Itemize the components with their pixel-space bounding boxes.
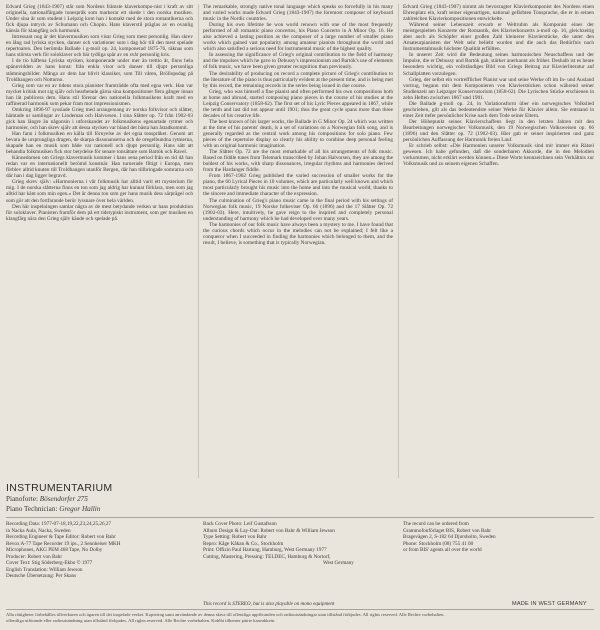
german-text-column (403, 4, 594, 480)
german-paragraph: In unserer Zeit wird die Bedeutung seines harmonischen Neuschaffens und der Impulse, die er Debussy und Bartók gab, stärker anerkannt als früher. Deshalb ist es heute besonders wichtig, ein vollständiges Bild von Griegs Beitrag zur Klavierliteratur auf Schallplatten vorzulegen. (403, 52, 594, 77)
english-paragraph: Grieg, who was himself a fine pianist and often performed his own compositions both at home and abroad, started composing piano pieces in the course of his studies at the Leipzig Conservatory (1858-62). The first set of his Lyric Pieces appeared in 1867, while the tenth and last did not appear until 1901; thus the great cycle spans more than three decades of his creative life. (203, 88, 393, 119)
english-paragraph: The desirability of producing on record a complete picture of Grieg's contribution to the literature of the piano is thus particularly evident at the present time, and is being met by this record, the remaining records in the series being issued in due course. (203, 70, 393, 89)
credit-line: Album Design & Lay-Out: Robert von Bahr & William Jewson (203, 527, 335, 534)
credit-line: Deutsche Übersetzung: Per Skans (6, 573, 77, 580)
swedish-paragraph: Omkring 1896-97 sysslade Grieg med arrangemang av norska folkvisor och slåtter, hämtade ur samlingar av Lindeman och Halvorsen. I sina Slåtter op. 72 från 1902-03 gick han längre än någonsin i utforskandet av folkmusikens egenartade rytmer och harmonier, och han skrev själv att dessa stycken var bland det bästa han åstadkommit. (6, 106, 193, 131)
production-credits (203, 521, 388, 567)
stereo-note: This record is STEREO, but is also playable on mono equipment (203, 601, 335, 607)
credit-line: in Nacka Aula, Nacka, Sweden (6, 527, 71, 534)
credit-line: Bragevägen 2, S-182 64 Djursholm, Sweden (403, 534, 496, 541)
german-paragraph: Der Höhepunkt seines Klavierschaffens liegt in den letzten Jahren mit den Bearbeitungen norwegischer Volksmusik, den 19 Norwegischen Volksweisen op. 66 (1896) und den Slåtter op. 72 (1902-03). Hier gab er seiner inspirierten und ganz persönlichen Auffassung der Harmonik freien Lauf. (403, 118, 594, 144)
english-paragraph: The best known of his larger works, the Ballade in G Minor Op. 24 which was written at the time of his parents' death, is a set of variations on a Norwegian folk song, and is generally regarded as the central work among his compositions for solo piano. Few pieces of the repertoire display so clearly his ability to combine deep personal feeling with an original harmonic imagination. (203, 118, 393, 150)
piano-technician-line (6, 505, 186, 513)
english-paragraph: From 1867-1902 Grieg published the varied succession of smaller works for the piano, the 66 Lyrical Pieces in 10 volumes, which are particularly well known and which most particularly brought his music into the home and into the musical world, thanks to the sincere and immediate character of the expression. (203, 173, 393, 198)
credit-line: Back Cover Photo: Leif Gustafsson (203, 521, 277, 527)
credit-line: Type Setting: Robert von Bahr (203, 534, 267, 541)
credit-line: Grammofonförlaget BIS, Robert von Bahr (403, 527, 492, 534)
credits-divider (6, 517, 594, 518)
credit-line: Recording Engineer & Tape Editor: Robert von Bahr (6, 534, 116, 541)
pianoforte-value: Bösendorfer 275 (39, 495, 88, 503)
credit-line: Revox A-77 Tape Recorder 19 ips., 2 Sennheiser MKH (6, 540, 121, 547)
german-paragraph: Edvard Grieg (1843-1907) nimmt als bevorzugter Klavierkomponist des Nordens einen Ehrenplatz ein, kraft seiner eigenartigen, national gefärbten Tonsprache, die er in seinen zahlreichen Klavierkompositionen entwickelte. (403, 4, 594, 23)
credit-line: Recording Data: 1977-07-18,19,22,23,24,25,26,27 (6, 521, 112, 527)
pianoforte-line (6, 495, 186, 503)
piano-technician-label: Piano Technician: (6, 505, 58, 513)
swedish-paragraph: Kännedomen om Griegs klavermusik kommer i hans sena period från en tid då han redan var en internationellt berömd konstnär. Han turnerade flitigt i Europa, men förblev alltid knuten till Troldhaugen utanför Bergen, där han tillbringade somrarna och där han i dag ligger begravd. (6, 155, 193, 180)
german-paragraph: Während seiner Lebenszeit erwarb er Weltruhm als Komponist eines der meistgespielten Konzerte der Romantik, des Klavierkonzerts a-moll op. 16, gleichzeitig aber auch als Schöpfer einer großen Zahl kleinerer Klavierstücke, die unter den Amateurpianisten der Welt sehr beliebt wurden und die auch das Bedürfnis nach Instrumentalmusik höchster Qualität erfüllten. (403, 22, 594, 53)
instrumentarium-heading: INSTRUMENTARIUM (6, 482, 113, 494)
swedish-paragraph: Den här inspelningen samlar några av de mest betydande verken ur hans produktion för soloklaver. Pianisten framför dem på ett tidstypiskt instrument, som ger musiken en klangfärg nära den Grieg själv kände och spelade på. (6, 203, 193, 222)
rights-line: offentliga utförande eller radioutsändning utan tillstånd förbjudes. All rights reserved. Alle Rechte vorbehalten. Kohlhi tilhenter päirte kaavakkein. (6, 617, 276, 623)
german-paragraph: Grieg, der selbst ein vortrefflicher Pianist war und seine Werke oft im In- und Ausland vortrug, begann mit dem Komponieren von Klavierstücken schon während seiner Studienzeit am Leipziger Konservatorium (1858-62). Die Lyrischen Stücke erschienen in zehn Heften zwischen 1867 und 1901. (403, 76, 594, 101)
ordering-info (403, 521, 588, 554)
english-paragraph: During his own lifetime he won world renown with one of the most frequently performed of all romantic piano concertos, his Piano Concerto in A Minor Op. 16. He also achieved a lasting position as the composer of a large number of smaller piano works which gained vast popularity among amateur pianists throughout the world and which also satisfied a serious need for instrumental music of the highest quality. (203, 22, 393, 53)
english-text-column (203, 4, 393, 480)
swedish-paragraph: Intressant nog är det klavermusiken som visar Grieg som mest personlig. Han skrev en lång rad lyriska stycken, danser och variationer som i dag hör till den mest spelade repertoaren. Den berömda Ballade i g-moll op. 24, komponerad 1875-76, räknas som hans största verk för soloklaver och bär tydliga spår av en svår personlig kris. (6, 34, 193, 59)
swedish-paragraph: I de tio häftena Lyriska stycken, komponerade under mer än trettio år, finns hela spännvidden av hans konst: från enkla visor och danser till djupt personliga stämningsbilder. Många av dem har blivit klassiker, som Till våren, Bröllopsdag på Troldhaugen och Notturno. (6, 58, 193, 83)
credit-line: or from BIS' agents all over the world (403, 547, 482, 554)
swedish-paragraph: Edvard Grieg (1843-1907) står som Nordens främste klaverkompo-nist i kraft av sitt originella, nationalfärgade tonespråk som markerar ett skede i den norska musiken. Under sina år som student i Leipzig kom han i kontakt med de stora romantikerna och fick djupa intryck av Schumann och Chopin. Hans klaverstil präglas av en ovanlig känsla för klangfärg och harmonik. (6, 4, 193, 35)
credit-line: Repro: Kåge Kåkan & Co., Stockholm (203, 540, 284, 547)
german-paragraph: Die Ballade g-moll op. 24, in Variationsform über ein norwegisches Volkslied geschrieben, gilt als das bedeutendste seiner Werke für Klavier allein. Sie entstand in einer Zeit tiefer persönlicher Krise nach dem Tode seiner Eltern. (403, 100, 594, 119)
credit-line: West Germany (323, 560, 354, 567)
swedish-paragraph: Grieg som var en av tidens stora pianister framträdde ofta med egna verk. Han var mycket kritisk mot sig själv och bearbetade gärna sina kompositioner flera gånger innan han lät publicera dem. Hans stil förenar den nationella folkmusikens kraft med en raffinerad harmonik som pekar fram mot impressionismen. (6, 82, 193, 107)
credit-line: Producer: Robert von Bahr (6, 553, 63, 560)
rights-line: Alla rättigheter förbehålles tillverkaren och ägaren till det inspelade verket. Kopiering samt användande av denna skiva till offentliga uppföranden och radioutsändningar utan tillstånd förbjudes. All rights reserved. Alle Rechte vorbehalten. (6, 612, 445, 617)
credit-line: Cutting, Mastering, Pressing: TELDEC, Hamburg & Nortorf, (203, 553, 331, 560)
credit-line: The record can be ordered from (403, 521, 469, 527)
english-paragraph: The culmination of Grieg's piano music came in the final period with his settings of Norwegian folk music, 19 Norske folkeviser Op. 66 (1896) and the 17 Slåtter Op. 72 (1902-03). Here, intuitively, he gave reign to the inspired and completely personal understanding of harmony which he had developed over many years. (203, 197, 393, 222)
swedish-paragraph: Han fann i folkmusiken en källa till förnyelse av det egna tonspråket. Genom att bevara de ursprungliga dragen, de skarpa dissonanserna och de oregelbundna rytmerna, skapade han en musik som både var nationell och djupt personlig. Hans sätt att behandla folkmusiken fick stor betydelse för senare tonsättare som Bartók och Ravel. (6, 130, 193, 156)
column-divider (398, 4, 399, 478)
rights-notice (6, 612, 594, 623)
english-paragraph: The Slåtter Op. 72 are the most remarkable of all his arrangements of folk music. Based on fiddle tunes from Telemark transcribed by Johan Halvorsen, they are among the boldest of his works, with sharp dissonances, irregular rhythms and harmonies derived from the Hardanger fiddle. (203, 149, 393, 174)
credit-line: Cover Text: Stig Söderberg-Ekbo © 1977 (6, 560, 93, 567)
english-paragraph: The remarkable, strongly native tonal language which speaks so forcefully in his many and varied works made Edvard Grieg (1843-1907) the foremost composer of keyboard music in the Nordic countries. (203, 4, 393, 23)
credit-line: Microphones, AKG PEM 468 Tape, No Dolby (6, 547, 103, 554)
recording-credits (6, 521, 191, 580)
swedish-paragraph: Grieg skrev själv: »Harmonierna i vår folkmusik har alltid varit ett mysterium för mig. I de norska slåtterna finns en ton som jag aldrig har kunnat förklara, men som jag alltid har känt som min egen.« Det är denna ton som ger hans musik dess särprägel och som gör att den fortfarande berör lyssnare över hela världen. (6, 179, 193, 204)
credit-line: Print: Offizin Paul Hartung, Hamburg, West Germany 1977 (203, 547, 327, 554)
footer-divider (6, 609, 594, 610)
column-divider (198, 4, 199, 478)
swedish-text-column (6, 4, 193, 480)
piano-technician-value: Gregor Hallin (59, 505, 101, 513)
english-paragraph: The harmonies of our folk music have always been a mystery to me. I have found that the curious chords which occur in the melodies can not be explained; I felt like a conqueror when I succeeded in finding the harmonies which belonged to them, and the result, I believe, is something that is typically Norwegian. (203, 221, 393, 246)
english-paragraph: In assessing the significance of Grieg's original contribution to the field of harmony and the impulses which he gave to Debussy's impressionism and Bartók's use of elements of folk music, we have been given greater recognition than previously. (203, 52, 393, 71)
made-in-label: MADE IN WEST GERMANY (512, 601, 587, 607)
german-paragraph: Er schrieb selbst: »Die Harmonien unserer Volksmusik sind mir immer ein Rätsel gewesen. Ich habe gefunden, daß die sonderbaren Akkorde, die in den Melodien vorkommen, nicht erklärt werden können.« Diese Worte kennzeichnen sein Verhältnis zur Volksmusik und zu seinem eigenen Schaffen. (403, 143, 594, 168)
pianoforte-label: Pianoforte: (6, 495, 38, 503)
credit-line: English Translation: William Jewson (6, 566, 83, 573)
credit-line: Phone: Stockholm (08) 755 41 00 (403, 540, 474, 547)
